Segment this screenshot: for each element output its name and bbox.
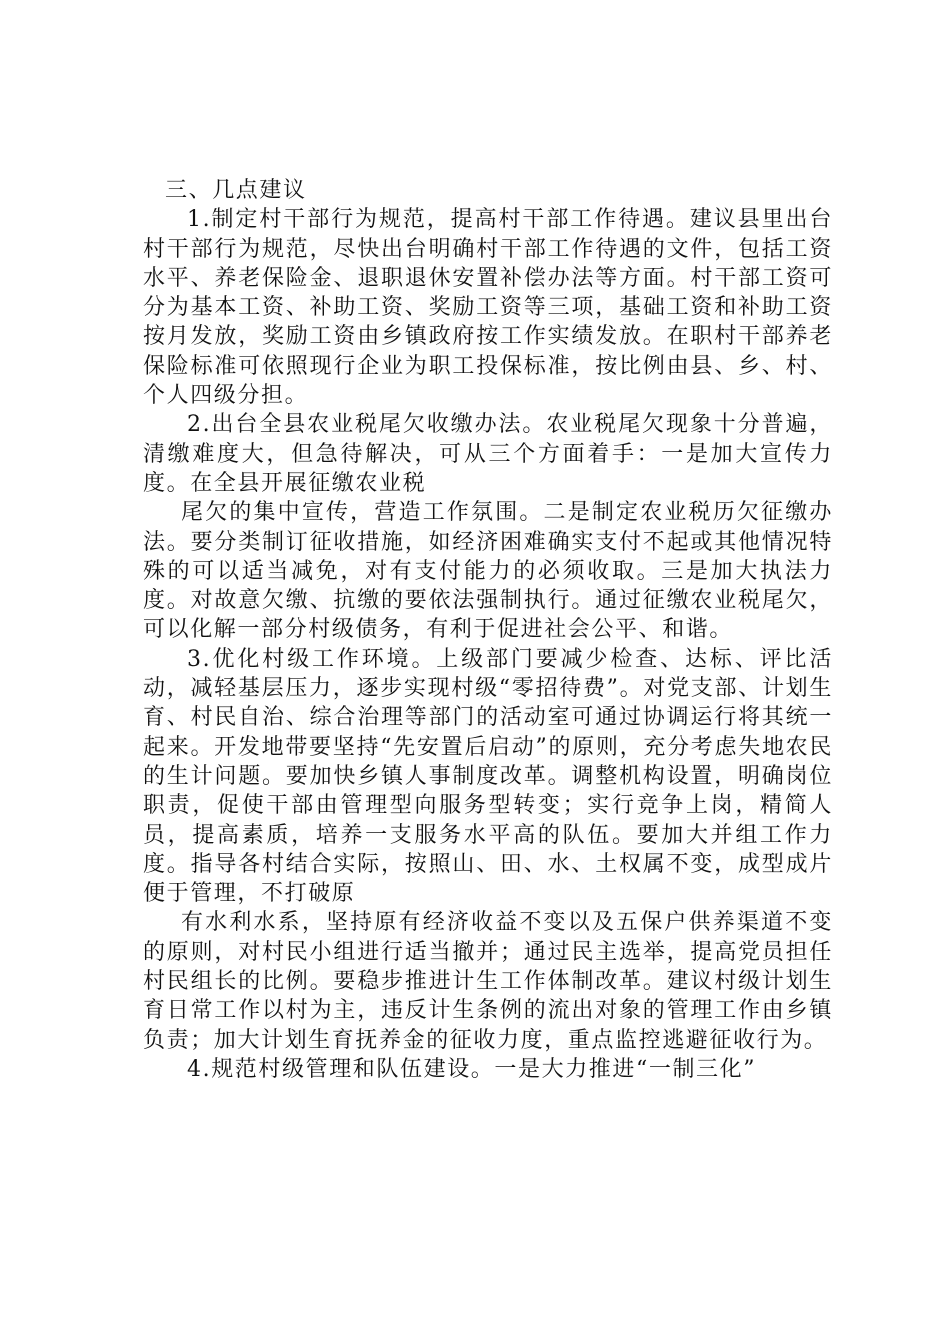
document-body <box>143 176 833 1084</box>
paragraph-suggestion-4: 4.规范村级管理和队伍建设。一是大力推进“一制三化” <box>187 1056 757 1082</box>
paragraph-suggestion-2: 2.出台全县农业税尾欠收缴办法。农业税尾欠现象十分普遍，清缴难度大，但急待解决，可从三个方面着手：一是加大宣传力度。在全县开展征缴农业税 <box>143 412 833 496</box>
paragraph-suggestion-3-continued: 有水利水系，坚持原有经济收益不变以及五保户供养渠道不变的原则，对村民小组进行适当撤并；通过民主选举，提高党员担任村民组长的比例。要稳步推进计生工作体制改革。建议村级计划生育日常工作以村为主，违反计生条例的流出对象的管理工作由乡镇负责；加大计划生育抚养金的征收力度，重点监控逃避征收行为。 <box>143 910 833 1053</box>
paragraph-suggestion-2-continued: 尾欠的集中宣传，营造工作氛围。二是制定农业税历欠征缴办法。要分类制订征收措施，如经济困难确实支付不起或其他情况特殊的可以适当减免，对有支付能力的必须收取。三是加大执法力度。对故意欠缴、抗缴的要依法强制执行。通过征缴农业税尾欠，可以化解一部分村级债务，有利于促进社会公平、和谐。 <box>143 500 833 643</box>
section-heading: 三、几点建议 <box>165 178 307 203</box>
paragraph-suggestion-1: 1.制定村干部行为规范，提高村干部工作待遇。建议县里出台村干部行为规范，尽快出台明确村干部工作待遇的文件，包括工资水平、养老保险金、退职退休安置补偿办法等方面。村干部工资可分为基本工资、补助工资、奖励工资等三项，基础工资和补助工资按月发放，奖励工资由乡镇政府按工作实绩发放。在职村干部养老保险标准可依照现行企业为职工投保标准，按比例由县、乡、村、个人四级分担。 <box>143 207 833 409</box>
paragraph-suggestion-3: 3.优化村级工作环境。上级部门要减少检查、达标、评比活动，减轻基层压力，逐步实现村级“零招待费”。对党支部、计划生育、村民自治、综合治理等部门的活动室可通过协调运行将其统一起来。开发地带要坚持“先安置后启动”的原则，充分考虑失地农民的生计问题。要加快乡镇人事制度改革。调整机构设置，明确岗位职责，促使干部由管理型向服务型转变；实行竞争上岗，精简人员，提高素质，培养一支服务水平高的队伍。要加大并组工作力度。指导各村结合实际，按照山、田、水、土权属不变，成型成片便于管理，不打破原 <box>143 646 833 907</box>
